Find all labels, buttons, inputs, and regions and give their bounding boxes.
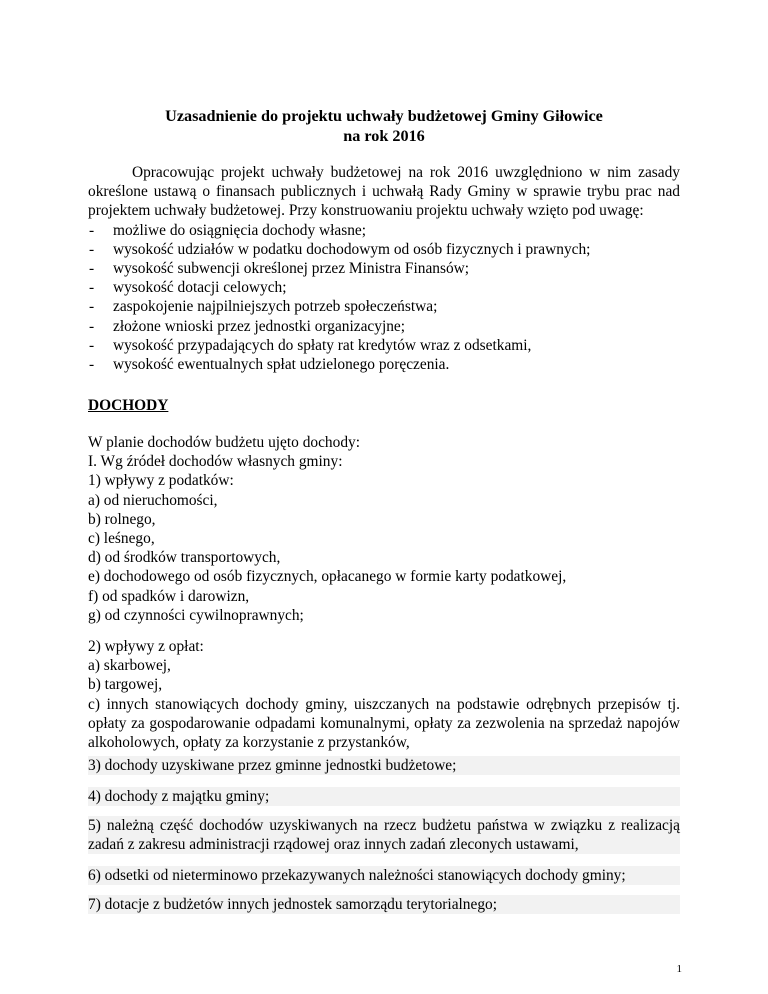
income-line: e) dochodowego od osób fizycznych, opłacanego w formie karty podatkowej, — [88, 568, 567, 586]
income-line: W planie dochodów budżetu ujęto dochody: — [88, 434, 360, 451]
fees-line: b) targowej, — [88, 676, 163, 694]
income-item-5: 5) należną część dochodów uzyskiwanych na rzecz budżetu państwa w związku z realizacją zadań z zakresu administracji rządowej oraz innych zadań zleconych ustawami, — [88, 817, 680, 854]
list-item-text: wysokość udziałów w podatku dochodowym od osób fizycznych i prawnych; — [113, 240, 591, 258]
income-sources — [88, 433, 680, 625]
list-item-text: zaspokojenie najpilniejszych potrzeb społeczeństwa; — [113, 298, 438, 316]
list-item — [88, 297, 680, 316]
fees-line: 2) wpływy z opłat: — [88, 638, 204, 655]
list-item-text: wysokość dotacji celowych; — [113, 279, 287, 297]
list-item-text: wysokość ewentualnych spłat udzielonego poręczenia. — [113, 356, 450, 374]
considerations-list — [88, 221, 680, 375]
list-item — [88, 240, 680, 259]
dash-marker: - — [89, 221, 95, 239]
income-line: I. Wg źródeł dochodów własnych gminy: — [88, 453, 343, 471]
intro-section — [88, 163, 680, 374]
income-item-4: 4) dochody z majątku gminy; — [88, 787, 680, 806]
title-line-2: na rok 2016 — [343, 127, 425, 145]
income-line: f) od spadków i darowizn, — [88, 587, 250, 605]
list-item — [88, 317, 680, 336]
list-item-text: wysokość przypadających do spłaty rat kredytów wraz z odsetkami, — [113, 336, 532, 354]
income-line: g) od czynności cywilnoprawnych; — [88, 606, 304, 624]
income-line: 1) wpływy z podatków: — [88, 472, 234, 490]
list-item — [88, 355, 680, 374]
fees-line: a) skarbowej, — [88, 657, 171, 675]
dash-marker: - — [89, 298, 95, 316]
income-line: d) od środków transportowych, — [88, 549, 281, 567]
title-line-1: Uzasadnienie do projektu uchwały budżetowej Gminy Giłowice — [165, 107, 603, 125]
document-title — [0, 106, 768, 146]
dash-marker: - — [89, 336, 95, 354]
list-item — [88, 259, 680, 278]
income-item-7: 7) dotacje z budżetów innych jednostek samorządu terytorialnego; — [88, 895, 680, 914]
section-heading-dochody: DOCHODY — [88, 397, 169, 414]
dash-marker: - — [89, 240, 95, 258]
income-line: c) leśnego, — [88, 530, 155, 548]
dash-marker: - — [89, 260, 95, 278]
income-item-6: 6) odsetki od nieterminowo przekazywanych należności stanowiących dochody gminy; — [88, 866, 680, 885]
list-item-text: wysokość subwencji określonej przez Ministra Finansów; — [113, 260, 470, 278]
fees-section — [88, 637, 680, 752]
dash-marker: - — [89, 317, 95, 335]
intro-paragraph: Opracowując projekt uchwały budżetowej na rok 2016 uwzględniono w nim zasady określone ustawą o finansach publicznych i uchwałą Rady Gminy w sprawie trybu prac nad projektem uchwały budżetowej. Przy konstruowaniu projektu uchwały wzięto pod uwagę: — [88, 164, 680, 220]
income-item-3: 3) dochody uzyskiwane przez gminne jednostki budżetowe; — [88, 756, 680, 775]
list-item — [88, 336, 680, 355]
fees-line: c) innych stanowiących dochody gminy, uiszczanych na podstawie odrębnych przepisów tj. opłaty za gospodarowanie odpadami komunalnymi, opłaty za zezwolenia na sprzedaż napojów alkoholowych, opłaty za korzystanie z przystanków, — [88, 695, 680, 752]
list-item — [88, 278, 680, 297]
dash-marker: - — [89, 279, 95, 297]
page-number: 1 — [676, 963, 682, 975]
list-item-text: złożone wnioski przez jednostki organizacyjne; — [113, 317, 406, 335]
dash-marker: - — [89, 356, 95, 374]
list-item — [88, 221, 680, 240]
income-line: a) od nieruchomości, — [88, 491, 218, 509]
income-line: b) rolnego, — [88, 510, 156, 528]
list-item-text: możliwe do osiągnięcia dochody własne; — [113, 221, 367, 239]
